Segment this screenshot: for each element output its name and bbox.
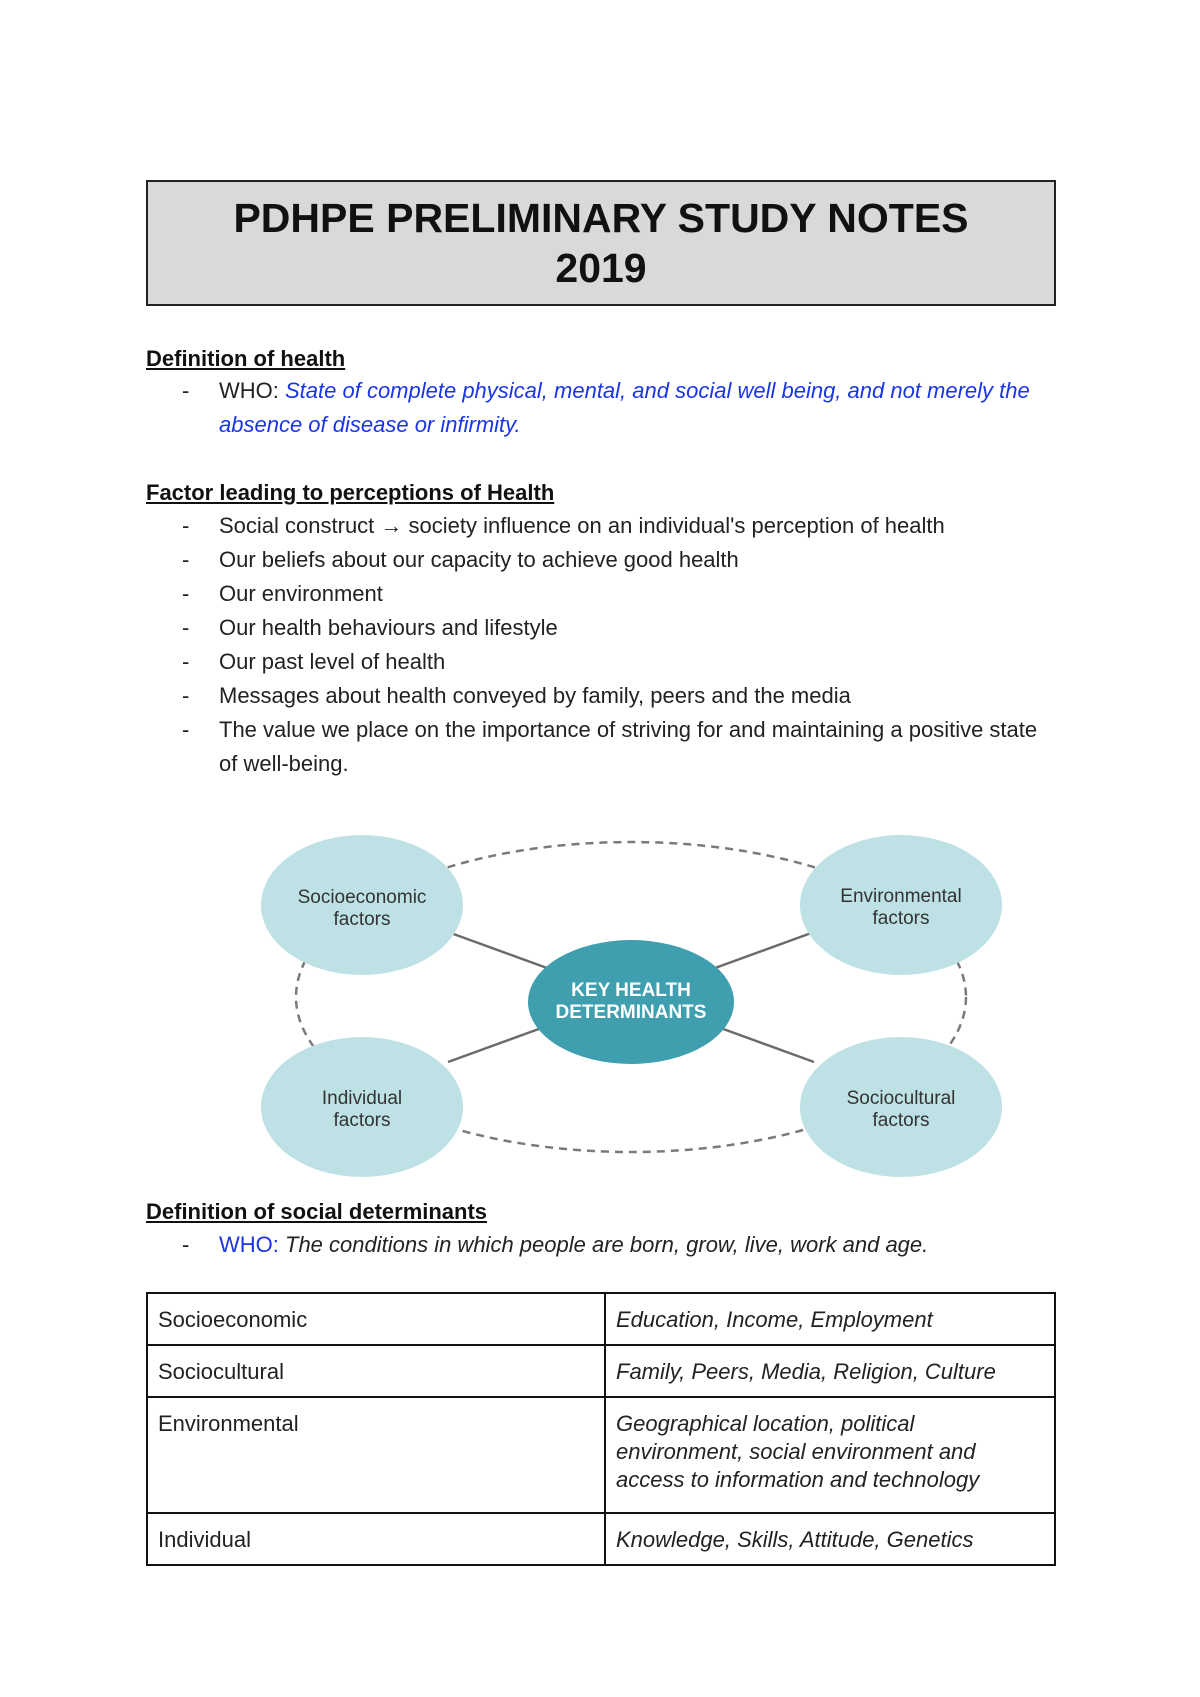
environmental-label-2: factors (872, 908, 930, 929)
table-cell-category: Individual (147, 1513, 605, 1565)
health-definition-heading: Definition of health (146, 346, 346, 371)
perceptions-heading: Factor leading to perceptions of Health (146, 480, 555, 505)
individual-label-2: factors (333, 1110, 391, 1131)
health-definition-item (182, 374, 1042, 442)
perception-item-text: Our environment (219, 581, 383, 606)
social-determinants-text: The conditions in which people are born, grow, live, work and age. (285, 1232, 929, 1257)
bullet-dash: - (182, 378, 190, 403)
center-label-2: DETERMINANTS (555, 1002, 707, 1023)
perception-item-text: Our beliefs about our capacity to achieve good health (219, 547, 739, 572)
document-title: PDHPE PRELIMINARY STUDY NOTES (233, 195, 969, 241)
perception-item: - The value we place on the importance of striving for and maintaining a positive state of well-being. (182, 713, 1042, 781)
perception-item-text: Social construct → society influence on an individual's perception of health (219, 513, 945, 538)
perception-item-text: Our past level of health (219, 649, 446, 674)
table-cell-category: Environmental (147, 1397, 605, 1513)
key-health-determinants-diagram (258, 812, 1004, 1182)
table-cell-examples: Geographical location, political environment, social environment and access to information and technology (605, 1397, 1055, 1513)
table-row (147, 1513, 1055, 1565)
document-year: 2019 (555, 245, 647, 291)
perception-item-text: The value we place on the importance of striving for and maintaining a positive state of well-being. (219, 717, 1038, 776)
perception-item: - Our past level of health (182, 645, 1042, 679)
perception-item-text: Messages about health conveyed by family, peers and the media (219, 683, 851, 708)
health-definition-text: State of complete physical, mental, and social well being, and not merely the absence of disease or infirmity. (219, 378, 1030, 437)
perception-item: - Our beliefs about our capacity to achieve good health (182, 543, 1042, 577)
social-determinants-source: WHO: (219, 1232, 285, 1257)
table-cell-examples: Education, Income, Employment (605, 1293, 1055, 1345)
center-label: KEY HEALTH (571, 980, 691, 1001)
perception-item: - Messages about health conveyed by family, peers and the media (182, 679, 1042, 713)
title-box (146, 180, 1056, 306)
perception-item-text: Our health behaviours and lifestyle (219, 615, 558, 640)
connector-line (704, 932, 814, 972)
perception-item: - Our environment (182, 577, 1042, 611)
table-cell-examples: Knowledge, Skills, Attitude, Genetics (605, 1513, 1055, 1565)
determinants-table (146, 1292, 1056, 1566)
sociocultural-label: Sociocultural (846, 1088, 956, 1109)
social-determinants-item (182, 1228, 1042, 1262)
sociocultural-label-2: factors (872, 1110, 930, 1131)
social-determinants-heading: Definition of social determinants (146, 1199, 488, 1224)
individual-label: Individual (321, 1088, 403, 1109)
bullet-dash: - (182, 1232, 190, 1257)
perception-item: - Our health behaviours and lifestyle (182, 611, 1042, 645)
socioeconomic-label: Socioeconomic (297, 887, 427, 908)
socioeconomic-label-2: factors (333, 909, 391, 930)
perception-item: - Social construct → society influence on an individual's perception of health (182, 509, 1042, 543)
table-cell-category: Sociocultural (147, 1345, 605, 1397)
table-cell-category: Socioeconomic (147, 1293, 605, 1345)
table-row (147, 1293, 1055, 1345)
connector-line (448, 932, 558, 972)
health-definition-source: WHO: (219, 378, 285, 403)
environmental-label: Environmental (840, 886, 962, 907)
table-row (147, 1345, 1055, 1397)
table-cell-examples: Family, Peers, Media, Religion, Culture (605, 1345, 1055, 1397)
table-row (147, 1397, 1055, 1513)
